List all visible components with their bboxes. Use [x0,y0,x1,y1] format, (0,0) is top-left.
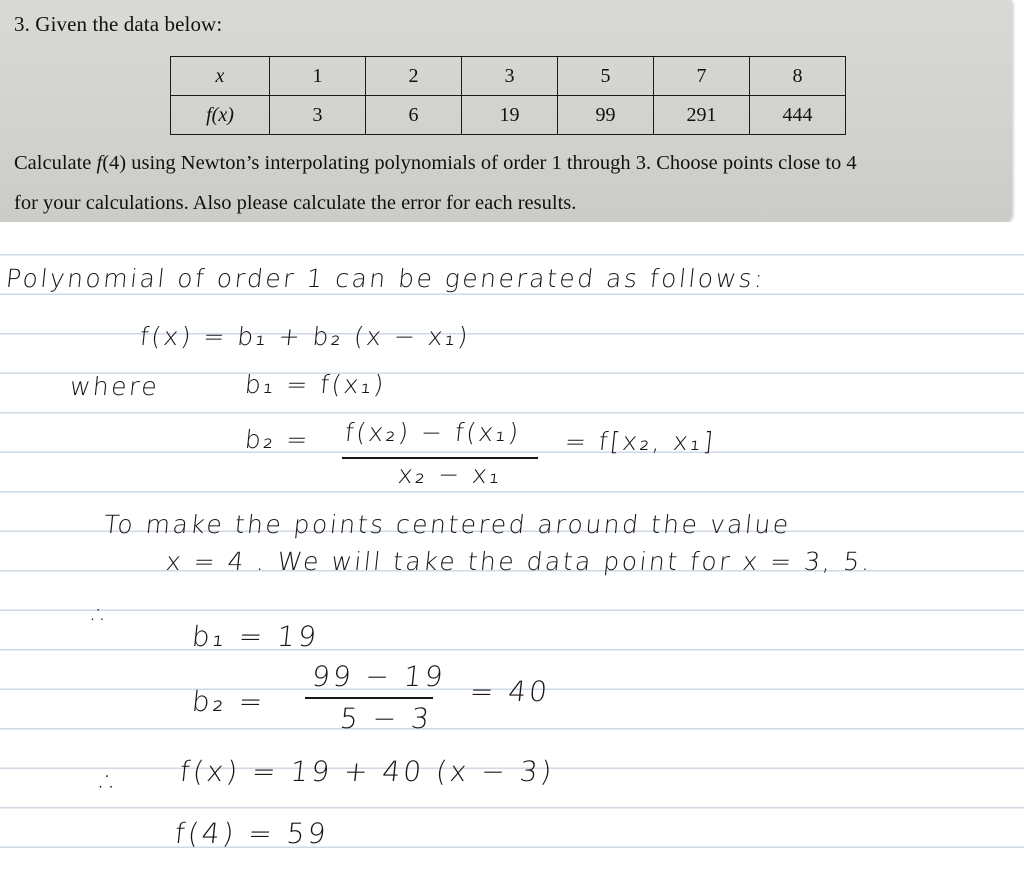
question-text: (4) using Newton’s interpolating polynomials of order 1 through 3. Choose points close to 4 [102,152,857,174]
table-cell: 2 [366,57,462,96]
therefore-symbol: ∴ [90,600,112,629]
equation-b2-denominator: x₂ − x₁ [396,460,504,489]
b2-result: = 40 [468,675,552,708]
b2-denominator: 5 − 3 [338,702,434,735]
table-row-x [171,57,846,96]
centering-note-line-1: To make the points centered around the value [102,510,793,539]
b1-value: b₁ = 19 [190,620,321,653]
table-cell: 3 [270,96,366,135]
equation-newton-order1: f(x) = b₁ + b₂ (x − x₁) [138,322,472,351]
data-table [170,56,846,135]
where-label: where [68,372,161,401]
question-title: 3. Given the data below: [14,12,223,36]
result-f4: f(4) = 59 [173,817,331,850]
centering-note-line-2: x = 4 . We will take the data point for x = 3, 5. [164,547,874,576]
table-cell: 1 [270,57,366,96]
question-text: Calculate [14,152,97,174]
fraction-bar [305,697,433,699]
handwritten-notes-page [0,222,1024,877]
fraction-bar [342,457,538,459]
b2-numerator: 99 − 19 [310,660,448,693]
table-cell: 7 [654,57,750,96]
table-cell: 291 [654,96,750,135]
equation-b2-divided-difference: = f[x₂, x₁] [563,427,717,456]
row-header-fx: f(x) [171,96,270,135]
equation-b2-numerator: f(x₂) − f(x₁) [343,418,523,447]
question-body [14,143,1009,223]
table-cell: 444 [750,96,846,135]
question-line-1 [14,143,1009,183]
problem-statement-card [0,0,1012,222]
table-cell: 99 [558,96,654,135]
equation-b2-lhs: b₂ = [243,425,312,454]
therefore-symbol: ∴ [98,765,123,798]
equation-b1-definition: b₁ = f(x₁) [243,370,388,399]
row-header-x: x [171,57,270,96]
table-cell: 6 [366,96,462,135]
table-cell: 19 [462,96,558,135]
polynomial-order1: f(x) = 19 + 40 (x − 3) [178,755,557,788]
table-cell: 3 [462,57,558,96]
notes-intro-line: Polynomial of order 1 can be generated as follows: [4,264,767,293]
table-cell: 8 [750,57,846,96]
table-cell: 5 [558,57,654,96]
b2-lhs: b₂ = [190,685,268,718]
table-row-fx [171,96,846,135]
function-symbol: f [96,152,103,174]
question-line-2: for your calculations. Also please calculate the error for each results. [14,192,577,214]
